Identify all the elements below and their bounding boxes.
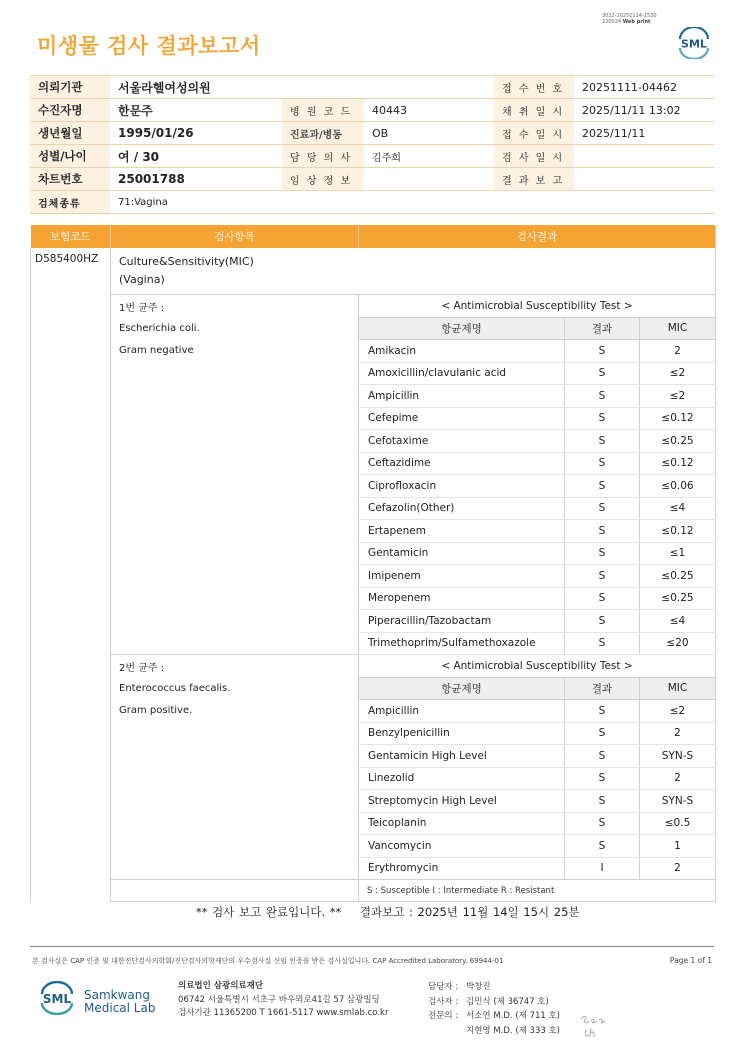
organism-empty-cell <box>111 722 359 745</box>
drug-name: Piperacillin/Tazobactam <box>359 610 565 633</box>
page-number: Page 1 of 1 <box>669 956 712 965</box>
drug-mic: 1 <box>640 835 716 858</box>
drug-result: S <box>565 407 640 430</box>
footer-divider <box>30 946 714 947</box>
insurance-code: D585400HZ <box>31 248 111 902</box>
patient-info-table <box>30 75 714 214</box>
drug-mic: ≤2 <box>640 385 716 408</box>
drug-name: Ampicillin <box>359 385 565 408</box>
ast-row <box>31 812 716 835</box>
drug-name: Gentamicin High Level <box>359 745 565 768</box>
info-value: 2025/11/11 13:02 <box>574 99 714 122</box>
drug-result: S <box>565 700 640 723</box>
ast-row <box>31 722 716 745</box>
drug-mic: ≤0.12 <box>640 407 716 430</box>
info-value <box>364 168 494 191</box>
organism-gram: Gram positive. <box>111 700 359 723</box>
result-table <box>30 225 716 902</box>
organism-empty-cell <box>111 452 359 475</box>
organism-empty-cell <box>111 407 359 430</box>
drug-name: Cefepime <box>359 407 565 430</box>
info-value <box>574 145 714 168</box>
organism-empty-cell <box>111 790 359 813</box>
drug-mic: ≤0.06 <box>640 475 716 498</box>
info-label: 임 상 정 보 <box>282 168 364 191</box>
info-value: 여 / 30 <box>110 145 282 168</box>
ast-row <box>31 497 716 520</box>
drug-name: Benzylpenicillin <box>359 722 565 745</box>
result-header-row <box>31 225 716 248</box>
drug-name: Cefotaxime <box>359 430 565 453</box>
result-body <box>31 248 716 902</box>
column-header-drug: 항균제명 <box>359 317 565 340</box>
organism-empty-cell <box>111 632 359 655</box>
foundation-address: 06742 서울특별시 서초구 바우뫼로41길 57 삼광빌딩 <box>178 994 380 1005</box>
staff-name: 김민식 (제 36747 호) <box>466 996 549 1007</box>
drug-result: S <box>565 542 640 565</box>
drug-mic: ≤2 <box>640 700 716 723</box>
column-header-drug: 항균제명 <box>359 677 565 700</box>
drug-result: S <box>565 767 640 790</box>
drug-mic: ≤0.25 <box>640 565 716 588</box>
info-value: 김주희 <box>364 145 494 168</box>
info-label: 접 수 일 시 <box>494 122 574 145</box>
drug-result: S <box>565 520 640 543</box>
ast-row <box>31 655 716 678</box>
drug-name: Linezolid <box>359 767 565 790</box>
drug-result: S <box>565 340 640 363</box>
ast-row <box>31 475 716 498</box>
drug-name: Ceftazidime <box>359 452 565 475</box>
column-header-result: 결과 <box>565 677 640 700</box>
ast-row <box>31 452 716 475</box>
ast-row <box>31 295 716 318</box>
ast-title: < Antimicrobial Susceptibility Test > <box>359 295 716 318</box>
drug-mic: ≤0.25 <box>640 430 716 453</box>
test-row <box>31 248 716 295</box>
info-label: 담 당 의 사 <box>282 145 364 168</box>
info-label: 검 사 일 시 <box>494 145 574 168</box>
info-label: 진료과/병동 <box>282 122 364 145</box>
drug-result: S <box>565 745 640 768</box>
column-header-mic: MIC <box>640 677 716 700</box>
ast-row <box>31 587 716 610</box>
drug-name: Meropenem <box>359 587 565 610</box>
info-label: 검체종류 <box>30 191 110 214</box>
info-row <box>30 76 714 99</box>
staff-name: 서소연 M.D. (제 711 호) <box>466 1011 561 1021</box>
organism-name: Enterococcus faecalis. <box>111 677 359 700</box>
info-label: 수진자명 <box>30 99 110 122</box>
company-logo-text <box>84 989 155 1015</box>
ast-row <box>31 430 716 453</box>
ast-title: < Antimicrobial Susceptibility Test > <box>359 655 716 678</box>
drug-name: Streptomycin High Level <box>359 790 565 813</box>
drug-name: Gentamicin <box>359 542 565 565</box>
drug-mic: SYN-S <box>640 745 716 768</box>
drug-name: Amoxicillin/clavulanic acid <box>359 362 565 385</box>
cap-statement: 본 검사실은 CAP 인증 및 대한진단검사의학회/진단검사의학재단의 우수검사실 신임 인증을 받은 검사실입니다. CAP Accredited Laboratory. 69944-01 <box>32 957 504 965</box>
ast-row <box>31 520 716 543</box>
completion-note <box>196 904 580 920</box>
info-value: 20251111-04462 <box>574 76 714 99</box>
ast-row <box>31 542 716 565</box>
drug-name: Imipenem <box>359 565 565 588</box>
page-title: 미생물 검사 결과보고서 <box>37 34 261 58</box>
drug-mic: ≤1 <box>640 542 716 565</box>
drug-name: Amikacin <box>359 340 565 363</box>
organism-label: 1번 균주 : <box>111 295 359 318</box>
drug-result: S <box>565 632 640 655</box>
organism-empty-cell <box>111 430 359 453</box>
info-label: 접 수 번 호 <box>494 76 574 99</box>
ast-row <box>31 362 716 385</box>
info-value: 25001788 <box>110 168 282 191</box>
info-value: 한문주 <box>110 99 282 122</box>
organism-empty-cell <box>111 857 359 880</box>
test-name: Culture&Sensitivity(MIC) <box>119 255 254 268</box>
info-label: 생년월일 <box>30 122 110 145</box>
ast-row <box>31 790 716 813</box>
column-header-mic: MIC <box>640 317 716 340</box>
info-row <box>30 99 714 122</box>
logo-text: SML <box>42 992 72 1006</box>
specimen-name: (Vagina) <box>119 273 165 286</box>
ast-row <box>31 565 716 588</box>
completion-message: ** 검사 보고 완료입니다. ** <box>196 905 342 919</box>
drug-result: S <box>565 812 640 835</box>
info-value: 1995/01/26 <box>110 122 282 145</box>
drug-name: Trimethoprim/Sulfamethoxazole <box>359 632 565 655</box>
document-id-line: 3022-20251114-1530 <box>602 13 657 19</box>
organism-empty-cell <box>111 610 359 633</box>
info-label: 성별/나이 <box>30 145 110 168</box>
drug-result: I <box>565 857 640 880</box>
info-value: 서울라헬여성의원 <box>110 76 494 99</box>
ast-row <box>31 317 716 340</box>
document-id-line: 220024 <box>602 19 622 25</box>
organism-label: 2번 균주 : <box>111 655 359 678</box>
drug-mic: 2 <box>640 767 716 790</box>
company-name-line: Samkwang <box>84 988 150 1002</box>
column-header-result: 검사결과 <box>359 225 716 248</box>
drug-mic: 2 <box>640 857 716 880</box>
ast-row <box>31 677 716 700</box>
organism-gram: Gram negative <box>111 340 359 363</box>
staff-label: 담당자 : <box>428 982 459 992</box>
info-row <box>30 122 714 145</box>
info-row <box>30 191 714 214</box>
info-row <box>30 145 714 168</box>
organism-empty-cell <box>111 475 359 498</box>
staff-label: 전문의 : <box>428 1011 459 1021</box>
drug-result: S <box>565 835 640 858</box>
ast-row <box>31 857 716 880</box>
legend-row <box>31 880 716 902</box>
drug-result: S <box>565 430 640 453</box>
ast-row <box>31 767 716 790</box>
document-id <box>602 13 657 25</box>
column-header-code: 보험코드 <box>31 225 111 248</box>
organism-empty-cell <box>111 880 359 902</box>
drug-result: S <box>565 587 640 610</box>
drug-name: Ciprofloxacin <box>359 475 565 498</box>
organism-empty-cell <box>111 385 359 408</box>
drug-result: S <box>565 790 640 813</box>
foundation-contact: 검사기관 11365200 T 1661-5117 www.smlab.co.kr <box>178 1008 389 1018</box>
drug-name: Ertapenem <box>359 520 565 543</box>
drug-mic: 2 <box>640 340 716 363</box>
info-row <box>30 168 714 191</box>
ast-row <box>31 407 716 430</box>
drug-name: Cefazolin(Other) <box>359 497 565 520</box>
ast-row <box>31 835 716 858</box>
signature-icon <box>578 1011 612 1041</box>
ast-row <box>31 745 716 768</box>
info-value <box>574 168 714 191</box>
drug-mic: ≤4 <box>640 497 716 520</box>
organism-empty-cell <box>111 767 359 790</box>
drug-mic: ≤2 <box>640 362 716 385</box>
web-print-label: Web print <box>622 19 651 25</box>
organism-empty-cell <box>111 520 359 543</box>
info-value: 2025/11/11 <box>574 122 714 145</box>
info-label: 차트번호 <box>30 168 110 191</box>
ast-row <box>31 632 716 655</box>
column-header-item: 검사항목 <box>111 225 359 248</box>
organism-empty-cell <box>111 835 359 858</box>
organism-empty-cell <box>111 812 359 835</box>
drug-mic: SYN-S <box>640 790 716 813</box>
column-header-result: 결과 <box>565 317 640 340</box>
staff-name: 지현영 M.D. (제 333 호) <box>466 1025 561 1036</box>
susceptibility-legend: S : Susceptible I : Intermediate R : Resistant <box>359 880 716 902</box>
drug-mic: ≤0.12 <box>640 520 716 543</box>
info-label: 결 과 보 고 <box>494 168 574 191</box>
staff-name: 박창진 <box>466 982 491 992</box>
drug-mic: ≤0.5 <box>640 812 716 835</box>
organism-empty-cell <box>111 745 359 768</box>
organism-empty-cell <box>111 565 359 588</box>
drug-result: S <box>565 475 640 498</box>
drug-result: S <box>565 385 640 408</box>
organism-empty-cell <box>111 587 359 610</box>
drug-name: Teicoplanin <box>359 812 565 835</box>
drug-mic: ≤0.25 <box>640 587 716 610</box>
drug-result: S <box>565 362 640 385</box>
drug-name: Vancomycin <box>359 835 565 858</box>
drug-mic: ≤20 <box>640 632 716 655</box>
foundation-name: 의료법인 삼광의료재단 <box>178 981 264 991</box>
drug-result: S <box>565 565 640 588</box>
info-value: 40443 <box>364 99 494 122</box>
info-value: 71:Vagina <box>110 191 714 214</box>
report-time: 결과보고 : 2025년 11월 14일 15시 25분 <box>359 905 580 919</box>
drug-name: Ampicillin <box>359 700 565 723</box>
drug-result: S <box>565 452 640 475</box>
drug-result: S <box>565 722 640 745</box>
drug-result: S <box>565 610 640 633</box>
test-name-cell <box>111 248 716 295</box>
sml-logo-icon <box>676 27 712 59</box>
foundation-info <box>178 980 388 1021</box>
drug-result: S <box>565 497 640 520</box>
organism-empty-cell <box>111 542 359 565</box>
organism-empty-cell <box>111 497 359 520</box>
drug-name: Erythromycin <box>359 857 565 880</box>
staff-info <box>428 980 560 1038</box>
staff-label: 검사자 : <box>428 996 459 1007</box>
info-label: 채 취 일 시 <box>494 99 574 122</box>
info-label: 병 원 코 드 <box>282 99 364 122</box>
drug-mic: 2 <box>640 722 716 745</box>
ast-row <box>31 610 716 633</box>
ast-row <box>31 385 716 408</box>
sml-logo-icon <box>38 981 76 1015</box>
logo-text: SML <box>681 37 707 51</box>
company-name-line: Medical Lab <box>84 1001 156 1015</box>
info-value: OB <box>364 122 494 145</box>
info-label: 의뢰기관 <box>30 76 110 99</box>
ast-row <box>31 700 716 723</box>
organism-empty-cell <box>111 362 359 385</box>
ast-row <box>31 340 716 363</box>
drug-mic: ≤0.12 <box>640 452 716 475</box>
drug-mic: ≤4 <box>640 610 716 633</box>
organism-name: Escherichia coli. <box>111 317 359 340</box>
